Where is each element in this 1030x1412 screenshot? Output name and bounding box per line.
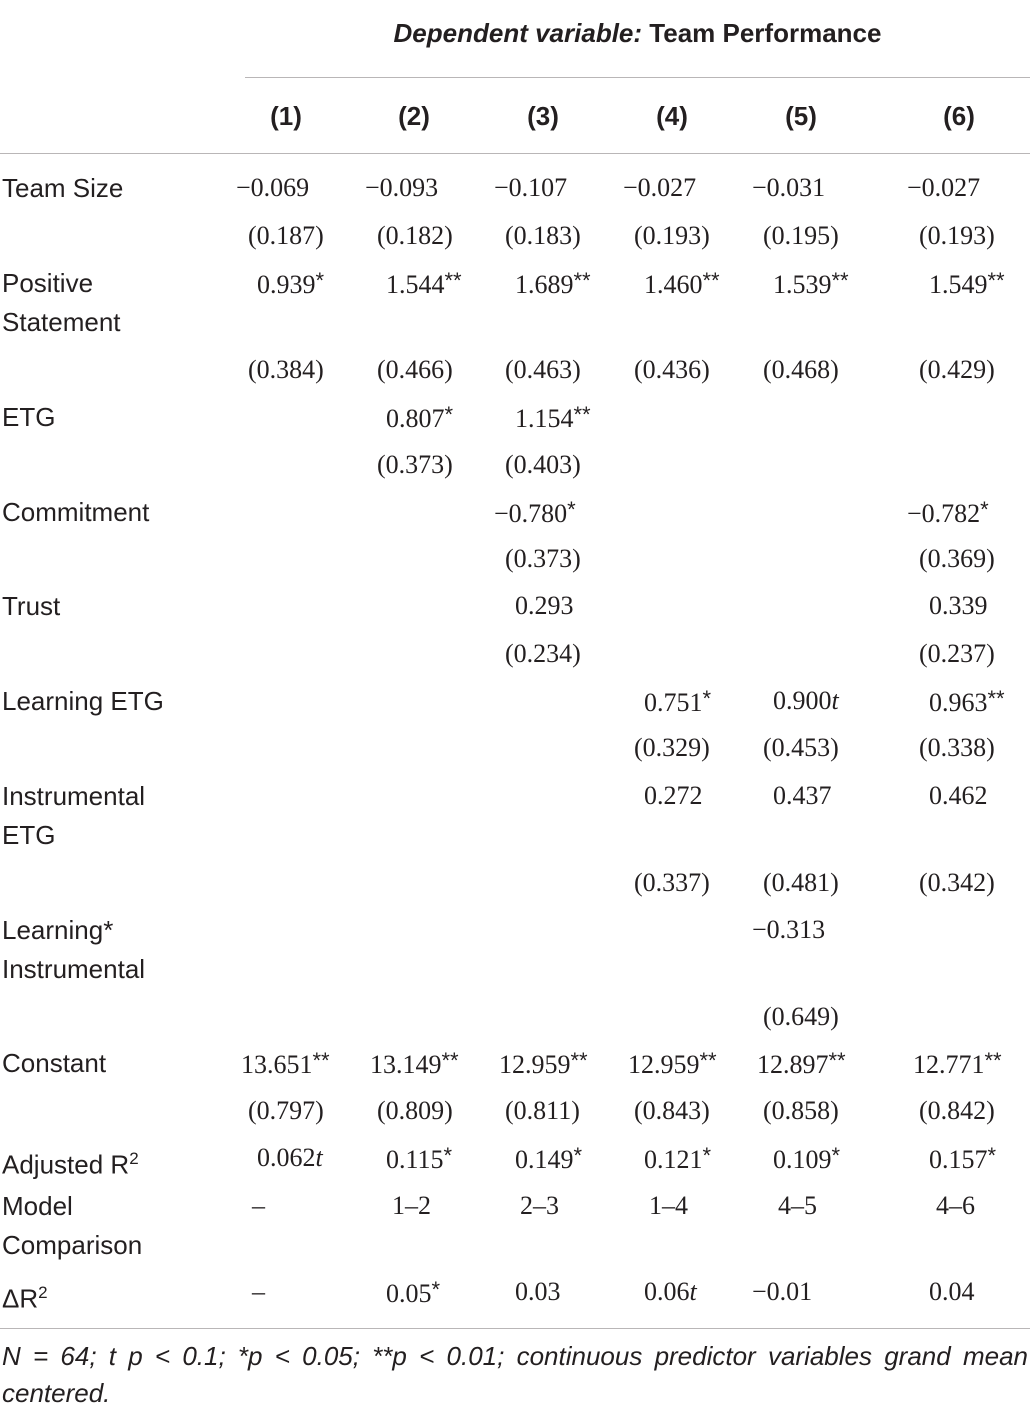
row-label-instrumental-etg-1: Instrumental [2,781,146,811]
cell-team-size-coef-6: −0.027 [907,173,981,202]
cell-constant-se-5: (0.858) [763,1096,839,1125]
cell-learning-etg-se-4: (0.329) [634,733,710,762]
row-label-interaction-2: Instrumental [2,954,146,984]
cell-team-size-se-4: (0.193) [634,221,710,250]
column-header-6: (6) [943,101,975,131]
cell-positive-coef-3: 1.689** [515,268,591,299]
cell-positive-se-3: (0.463) [505,355,581,384]
cell-model-comparison-4: 1–4 [649,1191,688,1220]
cell-learning-etg-se-6: (0.338) [919,733,995,762]
cell-positive-se-1: (0.384) [248,355,324,384]
cell-instrumental-se-5: (0.481) [763,868,839,897]
cell-team-size-se-2: (0.182) [377,221,453,250]
cell-positive-se-5: (0.468) [763,355,839,384]
cell-adj-r2-1: 0.062t [257,1143,323,1172]
cell-trust-se-6: (0.237) [919,639,995,668]
cell-positive-se-4: (0.436) [634,355,710,384]
cell-positive-se-2: (0.466) [377,355,453,384]
cell-team-size-coef-1: −0.069 [236,173,310,202]
cell-etg-se-3: (0.403) [505,450,581,479]
cell-delta-r2-4: 0.06t [644,1277,697,1306]
row-label-delta-r2: $\Delta R^2$ [2,1283,48,1314]
cell-constant-coef-4: 12.959** [628,1048,717,1079]
dv-name: Team Performance [649,18,882,48]
row-label-learning-etg: Learning ETG [2,686,164,716]
cell-constant-se-6: (0.842) [919,1096,995,1125]
cell-delta-r2-2: 0.05* [386,1277,441,1308]
cell-delta-r2-1: – [252,1277,265,1306]
cell-team-size-se-1: (0.187) [248,221,324,250]
cell-positive-coef-6: 1.549** [929,268,1005,299]
cell-constant-se-3: (0.811) [505,1096,580,1125]
cell-model-comparison-5: 4–5 [778,1191,817,1220]
cell-adj-r2-4: 0.121* [644,1143,712,1174]
cell-instrumental-coef-6: 0.462 [929,781,988,810]
row-label-team-size: Team Size [2,173,124,203]
cell-learning-etg-coef-5: 0.900t [773,686,839,715]
row-label-instrumental-etg-2: ETG [2,820,56,850]
column-header-1: (1) [270,101,302,131]
cell-team-size-se-3: (0.183) [505,221,581,250]
cell-interaction-coef-5: −0.313 [752,915,826,944]
cell-delta-r2-6: 0.04 [929,1277,975,1306]
cell-interaction-se-5: (0.649) [763,1002,839,1031]
cell-trust-coef-3: 0.293 [515,591,574,620]
top-spacer [0,0,1030,1]
column-header-4: (4) [656,101,688,131]
cell-commitment-se-6: (0.369) [919,544,995,573]
row-label-constant: Constant [2,1048,107,1078]
cell-trust-se-3: (0.234) [505,639,581,668]
row-label-trust: Trust [2,591,61,621]
table-bottom-rule [0,1328,1030,1329]
cell-trust-coef-6: 0.339 [929,591,988,620]
cell-etg-coef-3: 1.154** [515,402,591,433]
cell-positive-coef-5: 1.539** [773,268,849,299]
row-label-adjusted-r2: Adjusted $R^2$ [2,1149,139,1180]
cell-constant-coef-6: 12.771** [913,1048,1002,1079]
cell-etg-se-2: (0.373) [377,450,453,479]
cell-adj-r2-2: 0.115* [386,1143,453,1174]
column-header-2: (2) [398,101,430,131]
row-label-positive-statement-1: Positive [2,268,94,298]
table-footnote: N = 64; t p < 0.1; *p < 0.05; **p < 0.01; continuous predictor variables grand mean centered. [2,1341,1028,1408]
column-header-3: (3) [527,101,559,131]
cell-learning-etg-coef-4: 0.751* [644,686,712,717]
cell-commitment-coef-6: −0.782* [907,497,989,528]
cell-team-size-se-6: (0.193) [919,221,995,250]
cell-commitment-coef-3: −0.780* [494,497,576,528]
cell-team-size-coef-4: −0.027 [623,173,697,202]
cell-team-size-coef-5: −0.031 [752,173,826,202]
cell-instrumental-se-4: (0.337) [634,868,710,897]
cell-constant-se-1: (0.797) [248,1096,324,1125]
header-underline [245,77,1030,78]
cell-instrumental-coef-4: 0.272 [644,781,703,810]
cell-positive-coef-4: 1.460** [644,268,720,299]
cell-model-comparison-3: 2–3 [520,1191,559,1220]
cell-constant-se-2: (0.809) [377,1096,453,1125]
cell-instrumental-se-6: (0.342) [919,868,995,897]
dv-label: Dependent variable: [393,18,643,48]
cell-constant-coef-5: 12.897** [757,1048,846,1079]
cell-delta-r2-5: −0.01 [752,1277,813,1306]
cell-adj-r2-3: 0.149* [515,1143,583,1174]
cell-delta-r2-3: 0.03 [515,1277,561,1306]
cell-adj-r2-5: 0.109* [773,1143,841,1174]
column-header-5: (5) [785,101,817,131]
cell-team-size-coef-2: −0.093 [365,173,439,202]
cell-team-size-coef-3: −0.107 [494,173,568,202]
cell-constant-coef-1: 13.651** [241,1048,330,1079]
cell-constant-coef-3: 12.959** [499,1048,588,1079]
cell-model-comparison-6: 4–6 [936,1191,975,1220]
cell-adj-r2-6: 0.157* [929,1143,997,1174]
cell-learning-etg-coef-6: 0.963** [929,686,1005,717]
cell-constant-se-4: (0.843) [634,1096,710,1125]
cell-positive-coef-1: 0.939* [257,268,325,299]
cell-instrumental-coef-5: 0.437 [773,781,832,810]
row-label-interaction-1: Learning* [2,915,114,945]
cell-model-comparison-1: – [252,1191,265,1220]
row-label-etg: ETG [2,402,56,432]
cell-positive-coef-2: 1.544** [386,268,462,299]
cell-etg-coef-2: 0.807* [386,402,454,433]
row-label-model-comparison-1: Model [2,1191,73,1221]
column-header-rule [0,153,1030,154]
cell-learning-etg-se-5: (0.453) [763,733,839,762]
cell-positive-se-6: (0.429) [919,355,995,384]
cell-constant-coef-2: 13.149** [370,1048,459,1079]
cell-model-comparison-2: 1–2 [392,1191,431,1220]
row-label-commitment: Commitment [2,497,150,527]
row-label-model-comparison-2: Comparison [2,1230,143,1260]
dependent-variable-header [245,18,1030,49]
row-label-positive-statement-2: Statement [2,307,121,337]
cell-commitment-se-3: (0.373) [505,544,581,573]
cell-team-size-se-5: (0.195) [763,221,839,250]
